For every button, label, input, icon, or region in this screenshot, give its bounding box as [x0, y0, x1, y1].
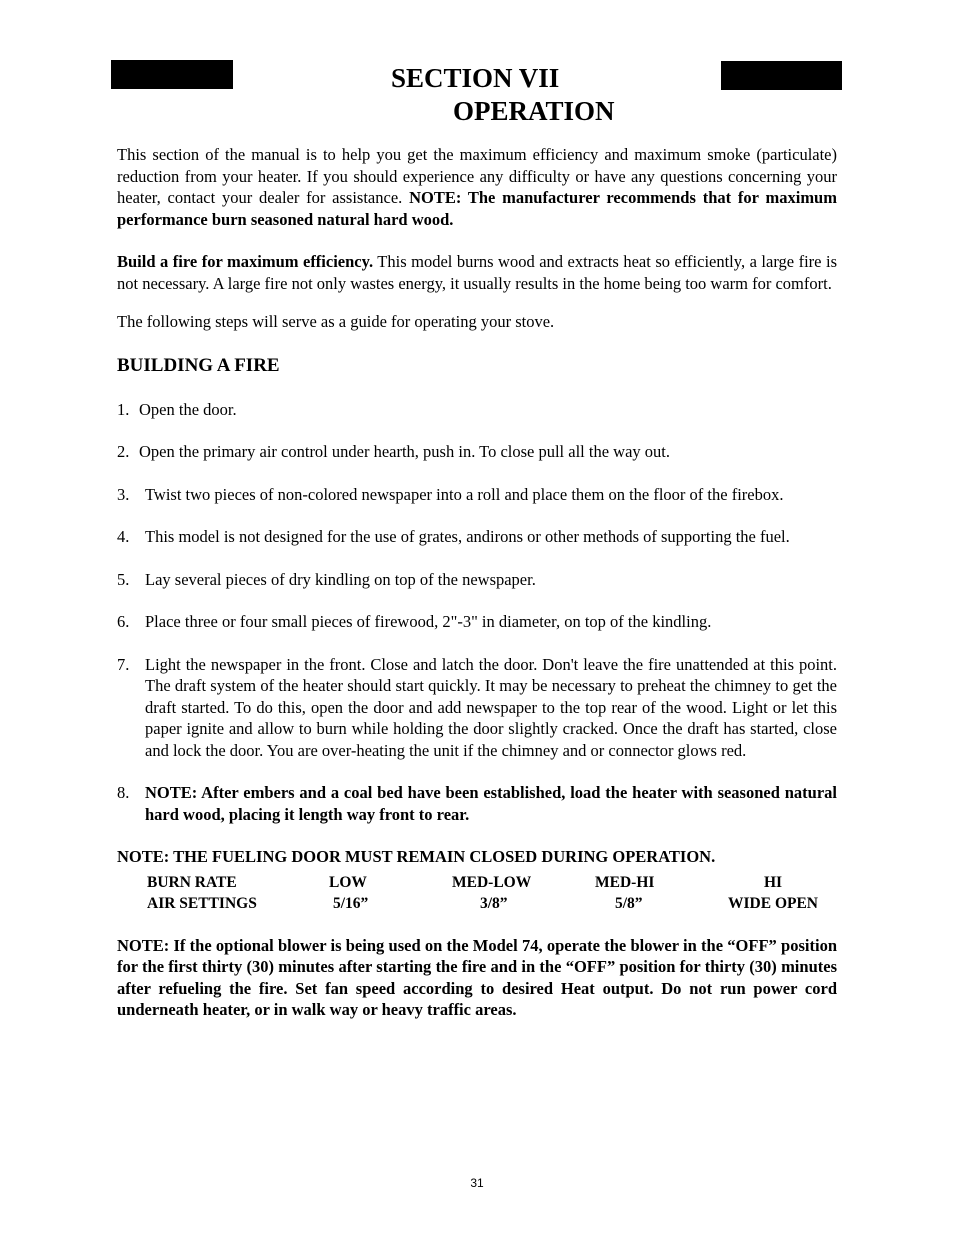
page-number: 31 [470, 1176, 484, 1190]
section-title: SECTION VII [391, 63, 560, 93]
guide-paragraph: The following steps will serve as a guide for operating your stove. [117, 312, 555, 331]
table-row: AIR SETTINGS 5/16” 3/8” 5/8” WIDE OPEN [147, 894, 818, 912]
efficiency-paragraph: Build a fire for maximum efficiency. This model burns wood and extracts heat so efficiently, a large fire is not necessary. A large fire not only wastes energy, it usually results in the home being too warm for comfort. [117, 252, 837, 293]
step-item: 8. NOTE: After embers and a coal bed have been established, load the heater with seasoned natural hard wood, placing it length way front to rear. [117, 783, 837, 824]
intro-paragraph: This section of the manual is to help you get the maximum efficiency and maximum smoke (particulate) reduction from your heater. If you should experience any difficulty or have any questions concerning your heater, contact your dealer for assistance. NOTE: The manufacturer recommends that for maximum performance burn seasoned natural hard wood. [117, 145, 837, 229]
step-item: 4. This model is not designed for the use of grates, andirons or other methods of supporting the fuel. [117, 527, 790, 546]
header-bar-left [111, 60, 233, 89]
step-item: 2. Open the primary air control under hearth, push in. To close pull all the way out. [117, 442, 670, 461]
blower-note: NOTE: If the optional blower is being used on the Model 74, operate the blower in the “OFF” position for the first thirty (30) minutes after starting the fire and in the “OFF” position for thirty (30) minutes after refueling the fire. Set fan speed according to desired Heat output. Do not run power cord underneath heater, or in walk way or heavy traffic areas. [117, 935, 837, 1019]
burn-rate-table [147, 872, 828, 914]
efficiency-heading: Build a fire for maximum efficiency. [117, 252, 374, 271]
step-item: 1. Open the door. [117, 399, 237, 419]
section-subtitle: OPERATION [453, 96, 615, 126]
intro-note: NOTE: The manufacturer recommends that for maximum performance burn seasoned natural hard wood. [117, 188, 837, 229]
step-item: 6. Place three or four small pieces of firewood, 2"-3" in diameter, on top of the kindling. [117, 612, 712, 631]
header-bar-right [721, 61, 842, 90]
step-item: 7. Light the newspaper in the front. Close and latch the door. Don't leave the fire unattended at this point. The draft system of the heater should start quickly. It may be necessary to preheat the chimney to get the draft started. To do this, open the door and add newspaper to the top rear of the wood. Light or let this paper ignite and allow to burn while holding the door slightly cracked. Once the draft has started, close and lock the door. You are over-heating the unit if the chimney and or connector glows red. [117, 654, 837, 760]
building-fire-heading: BUILDING A FIRE [117, 354, 280, 376]
table-row: BURN RATE LOW MED-LOW MED-HI HI [147, 873, 783, 891]
step-item: 5. Lay several pieces of dry kindling on top of the newspaper. [117, 569, 536, 589]
page-content [117, 144, 837, 1021]
fueling-door-note: NOTE: THE FUELING DOOR MUST REMAIN CLOSED DURING OPERATION. [117, 847, 716, 866]
step-item: 3. Twist two pieces of non-colored newspaper into a roll and place them on the floor of the firebox. [117, 484, 784, 504]
